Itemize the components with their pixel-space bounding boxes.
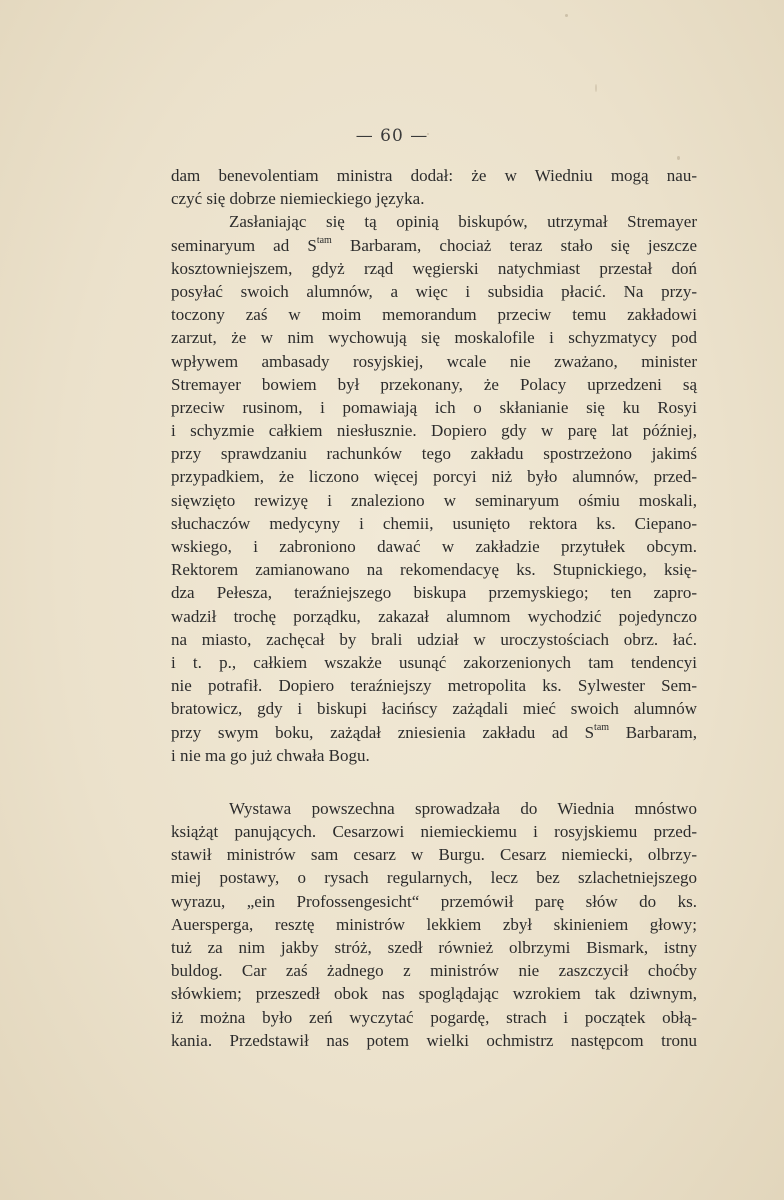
text-line: przypadkiem, że liczono więcej porcyi niż było alumnów, przed-: [171, 467, 697, 487]
text-line: na miasto, zachęcał by brali udział w uroczystościach obrz. łać.: [171, 629, 697, 649]
text-line: Zasłaniając się tą opinią biskupów, utrzymał Stremayer: [229, 212, 697, 232]
text-line: i nie ma go już chwała Bogu.: [171, 745, 370, 765]
text-line: posyłać swoich alumnów, a więc i subsidia płacić. Na przy-: [171, 281, 697, 301]
text-line: Rektorem zamianowano na rekomendacyę ks. Stupnickiego, księ-: [171, 560, 697, 580]
paper-speck: [677, 156, 680, 160]
text-line: słówkiem; przeszedł obok nas spoglądając wzrokiem tak dziwnym,: [171, 984, 697, 1004]
text-line: przeciw rusinom, i pomawiają ich o skłanianie się ku Rosyi: [171, 397, 697, 417]
paper-speck: [595, 84, 597, 92]
text-line: wpływem ambasady rosyjskiej, wcale nie zważano, minister: [171, 351, 697, 371]
text-line: miej postawy, o rysach regularnych, lecz bez szlachetniejszego: [171, 868, 697, 888]
superscript: tam: [594, 721, 610, 733]
text-line: dam benevolentiam ministra dodał: że w Wiedniu mogą nau-: [171, 166, 697, 185]
paragraph-gap: [171, 767, 697, 797]
text-line: i t. p., całkiem wszakże usunąć zakorzenionych tam tendencyi: [171, 652, 697, 672]
text-line: kania. Przedstawił nas potem wielki ochmistrz następcom tronu: [171, 1030, 697, 1050]
text-line: tuż za nim jakby stróż, szedł również olbrzymi Bismark, istny: [171, 938, 697, 957]
text-line: seminaryum ad $S^{tam}$ Barbaram, chociaż teraz stało się jeszcze: [171, 234, 697, 255]
text-line: dza Pełesza, teraźniejszego biskupa przemyskiego; ten zapro-: [171, 583, 697, 603]
text-line: Stremayer bowiem był przekonany, że Polacy uprzedzeni są: [171, 374, 697, 394]
text-line: iż można było zeń wyczytać pogardę, strach i początek obłą-: [171, 1007, 697, 1027]
paper-speck: [565, 14, 568, 17]
text-line: sięwzięto rewizyę i znaleziono w seminaryum ośmiu moskali,: [171, 490, 697, 510]
text-line: nie potrafił. Dopiero teraźniejszy metropolita ks. Sylwester Sem-: [171, 676, 697, 696]
text-line: wadził trochę porządku, zakazał alumnom wychodzić pojedynczo: [171, 606, 697, 626]
page-number: — 60 —: [355, 126, 429, 146]
text-line: przy swym boku, zażądał zniesienia zakładu ad $S^{tam}$ Barbaram,: [171, 721, 697, 742]
text-line: zarzut, że w nim wychowują się moskalofile i schyzmatycy pod: [171, 328, 697, 348]
text-line: przy sprawdzaniu rachunków tego zakładu spostrzeżono jakimś: [171, 444, 697, 464]
text-line: kosztowniejszem, gdyż rząd węgierski natychmiast przestał doń: [171, 258, 697, 278]
text-line: bratowicz, gdy i biskupi łacińscy zażądali mieć swoich alumnów: [171, 699, 697, 719]
text-line: książąt panujących. Cesarzowi niemieckiemu i rosyjskiemu przed-: [171, 822, 697, 842]
text-line: i schyzmie całkiem niesłusznie. Dopiero gdy w parę lat później,: [171, 421, 697, 441]
superscript: tam: [316, 234, 332, 246]
text-line: stawił ministrów sam cesarz w Burgu. Cesarz niemiecki, olbrzy-: [171, 845, 697, 865]
text-line: czyć się dobrze niemieckiego języka.: [171, 189, 425, 209]
body-text: [171, 164, 697, 1052]
text-line: Wystawa powszechna sprowadzała do Wiednia mnóstwo: [229, 798, 697, 818]
text-line: wyrazu, „ein Profossengesicht“ przemówił parę słów do ks.: [171, 891, 697, 911]
text-line: wskiego, i zabroniono dawać w zakładzie przytułek obcym.: [171, 537, 697, 556]
text-line: buldog. Car zaś żadnego z ministrów nie zaszczycił choćby: [171, 961, 697, 981]
text-line: słuchaczów medycyny i chemii, usunięto rektora ks. Ciepano-: [171, 513, 697, 533]
text-line: Auersperga, resztę ministrów lekkiem zbył skinieniem głowy;: [171, 914, 697, 934]
text-line: toczony zaś w moim memorandum przeciw temu zakładowi: [171, 305, 697, 325]
